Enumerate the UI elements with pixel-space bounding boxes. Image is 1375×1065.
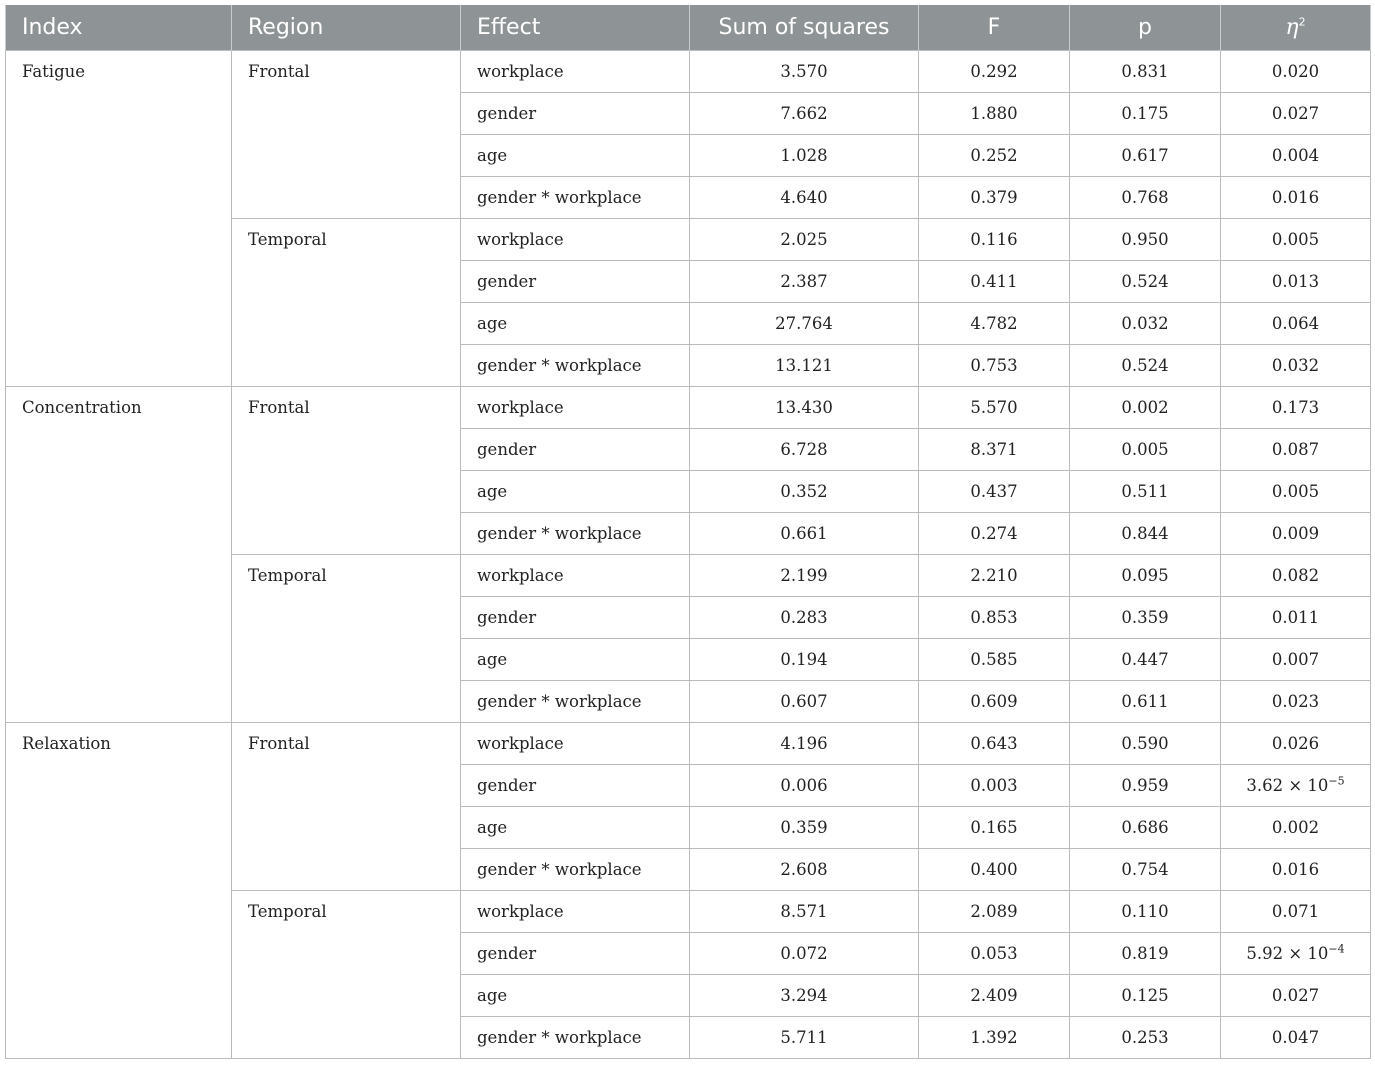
f-cell: 2.089: [919, 891, 1070, 933]
p-cell: 0.959: [1070, 765, 1221, 807]
effect-cell: gender: [461, 93, 690, 135]
sum-of-squares-cell: 0.072: [690, 933, 919, 975]
region-cell: Temporal: [232, 891, 461, 1059]
eta-value: 0.005: [1271, 482, 1320, 501]
sum-of-squares-cell: 2.199: [690, 555, 919, 597]
f-cell: 8.371: [919, 429, 1070, 471]
eta-squared-cell: [1221, 471, 1371, 513]
p-cell: 0.032: [1070, 303, 1221, 345]
effect-cell: gender * workplace: [461, 849, 690, 891]
header-region: Region: [232, 5, 461, 51]
eta-squared-cell: [1221, 765, 1371, 807]
sum-of-squares-cell: 0.359: [690, 807, 919, 849]
p-cell: 0.819: [1070, 933, 1221, 975]
f-cell: 0.274: [919, 513, 1070, 555]
header-effect: Effect: [461, 5, 690, 51]
p-cell: 0.511: [1070, 471, 1221, 513]
effect-cell: gender * workplace: [461, 681, 690, 723]
effect-cell: gender: [461, 261, 690, 303]
eta-squared-cell: [1221, 345, 1371, 387]
eta-value: 0.002: [1271, 818, 1320, 837]
f-cell: 0.853: [919, 597, 1070, 639]
index-cell: Relaxation: [6, 723, 232, 1059]
p-cell: 0.768: [1070, 177, 1221, 219]
eta-value: 0.027: [1271, 104, 1320, 123]
eta-value-exponent: −5: [1328, 774, 1345, 788]
f-cell: 4.782: [919, 303, 1070, 345]
eta-squared-cell: [1221, 93, 1371, 135]
effect-cell: age: [461, 471, 690, 513]
effect-cell: gender: [461, 933, 690, 975]
f-cell: 0.165: [919, 807, 1070, 849]
sum-of-squares-cell: 2.025: [690, 219, 919, 261]
sum-of-squares-cell: 0.661: [690, 513, 919, 555]
sum-of-squares-cell: 0.607: [690, 681, 919, 723]
p-cell: 0.002: [1070, 387, 1221, 429]
eta-value: 0.013: [1271, 272, 1320, 291]
eta-value: 0.027: [1271, 986, 1320, 1005]
f-cell: 0.437: [919, 471, 1070, 513]
sum-of-squares-cell: 6.728: [690, 429, 919, 471]
p-cell: 0.831: [1070, 51, 1221, 93]
eta-value: 0.071: [1271, 902, 1320, 921]
effect-cell: gender: [461, 597, 690, 639]
eta-value: 0.047: [1271, 1028, 1320, 1047]
eta-squared-cell: [1221, 219, 1371, 261]
p-cell: 0.110: [1070, 891, 1221, 933]
eta-squared-cell: [1221, 51, 1371, 93]
eta-value: 0.026: [1271, 734, 1320, 753]
region-cell: Temporal: [232, 219, 461, 387]
sum-of-squares-cell: 4.196: [690, 723, 919, 765]
f-cell: 0.252: [919, 135, 1070, 177]
eta-squared-cell: [1221, 849, 1371, 891]
sum-of-squares-cell: 0.194: [690, 639, 919, 681]
p-cell: 0.590: [1070, 723, 1221, 765]
sum-of-squares-cell: 2.387: [690, 261, 919, 303]
p-cell: 0.611: [1070, 681, 1221, 723]
eta-squared-cell: [1221, 723, 1371, 765]
header-row: [6, 5, 1371, 51]
eta-value: 0.173: [1271, 398, 1320, 417]
header-f: F: [919, 5, 1070, 51]
eta-squared-cell: [1221, 975, 1371, 1017]
f-cell: 0.116: [919, 219, 1070, 261]
p-cell: 0.095: [1070, 555, 1221, 597]
effect-cell: gender: [461, 765, 690, 807]
table-row: [6, 723, 1371, 765]
p-cell: 0.175: [1070, 93, 1221, 135]
eta-squared-cell: [1221, 597, 1371, 639]
region-cell: Frontal: [232, 387, 461, 555]
f-cell: 2.409: [919, 975, 1070, 1017]
p-cell: 0.359: [1070, 597, 1221, 639]
eta-squared-cell: [1221, 639, 1371, 681]
effect-cell: workplace: [461, 723, 690, 765]
sum-of-squares-cell: 0.352: [690, 471, 919, 513]
eta-value: 0.023: [1271, 692, 1320, 711]
effect-cell: age: [461, 303, 690, 345]
sum-of-squares-cell: 1.028: [690, 135, 919, 177]
effect-cell: gender * workplace: [461, 177, 690, 219]
sum-of-squares-cell: 8.571: [690, 891, 919, 933]
eta-value: 0.032: [1271, 356, 1320, 375]
eta-value: 0.004: [1271, 146, 1320, 165]
f-cell: 1.392: [919, 1017, 1070, 1059]
anova-table: [5, 5, 1371, 1059]
sum-of-squares-cell: 2.608: [690, 849, 919, 891]
f-cell: 0.400: [919, 849, 1070, 891]
eta-value: 0.005: [1271, 230, 1320, 249]
f-cell: 0.609: [919, 681, 1070, 723]
region-cell: Frontal: [232, 51, 461, 219]
eta-squared-cell: [1221, 429, 1371, 471]
effect-cell: age: [461, 975, 690, 1017]
f-cell: 0.292: [919, 51, 1070, 93]
table-row: [6, 51, 1371, 93]
table-body: [6, 51, 1371, 1059]
region-cell: Frontal: [232, 723, 461, 891]
p-cell: 0.125: [1070, 975, 1221, 1017]
f-cell: 0.585: [919, 639, 1070, 681]
eta-squared-cell: [1221, 261, 1371, 303]
eta-value: 0.082: [1271, 566, 1320, 585]
p-cell: 0.524: [1070, 261, 1221, 303]
eta-squared-cell: [1221, 891, 1371, 933]
effect-cell: workplace: [461, 555, 690, 597]
p-cell: 0.754: [1070, 849, 1221, 891]
f-cell: 0.643: [919, 723, 1070, 765]
p-cell: 0.950: [1070, 219, 1221, 261]
effect-cell: workplace: [461, 219, 690, 261]
p-cell: 0.447: [1070, 639, 1221, 681]
effect-cell: age: [461, 135, 690, 177]
effect-cell: workplace: [461, 891, 690, 933]
eta-squared-cell: [1221, 933, 1371, 975]
effect-cell: gender * workplace: [461, 1017, 690, 1059]
table-row: [6, 387, 1371, 429]
header-index: Index: [6, 5, 232, 51]
f-cell: 0.003: [919, 765, 1070, 807]
sum-of-squares-cell: 4.640: [690, 177, 919, 219]
eta-squared-cell: [1221, 513, 1371, 555]
effect-cell: gender: [461, 429, 690, 471]
eta-squared-cell: [1221, 177, 1371, 219]
f-cell: 0.379: [919, 177, 1070, 219]
eta-squared-cell: [1221, 1017, 1371, 1059]
eta-value: 0.009: [1271, 524, 1320, 543]
index-cell: Concentration: [6, 387, 232, 723]
f-cell: 0.053: [919, 933, 1070, 975]
eta-squared-cell: [1221, 555, 1371, 597]
effect-cell: age: [461, 639, 690, 681]
sum-of-squares-cell: 0.006: [690, 765, 919, 807]
eta-squared-cell: [1221, 807, 1371, 849]
eta-value: 5.92 × 10: [1246, 944, 1329, 963]
eta-squared-cell: [1221, 303, 1371, 345]
f-cell: 0.411: [919, 261, 1070, 303]
header-eta-squared: [1221, 5, 1371, 51]
eta-squared-cell: [1221, 135, 1371, 177]
p-cell: 0.844: [1070, 513, 1221, 555]
sum-of-squares-cell: 27.764: [690, 303, 919, 345]
eta-value: 0.016: [1271, 860, 1320, 879]
effect-cell: workplace: [461, 51, 690, 93]
effect-cell: gender * workplace: [461, 345, 690, 387]
header-sum-of-squares: Sum of squares: [690, 5, 919, 51]
f-cell: 0.753: [919, 345, 1070, 387]
eta-value: 0.016: [1271, 188, 1320, 207]
eta-value-exponent: −4: [1328, 942, 1345, 956]
f-cell: 2.210: [919, 555, 1070, 597]
eta-value: 3.62 × 10: [1246, 776, 1329, 795]
effect-cell: gender * workplace: [461, 513, 690, 555]
effect-cell: age: [461, 807, 690, 849]
sum-of-squares-cell: 13.430: [690, 387, 919, 429]
eta-value: 0.020: [1271, 62, 1320, 81]
sum-of-squares-cell: 13.121: [690, 345, 919, 387]
eta-value: 0.011: [1271, 608, 1320, 627]
sum-of-squares-cell: 0.283: [690, 597, 919, 639]
sum-of-squares-cell: 7.662: [690, 93, 919, 135]
eta-symbol: η: [1285, 15, 1299, 40]
eta-squared-cell: [1221, 387, 1371, 429]
index-cell: Fatigue: [6, 51, 232, 387]
p-cell: 0.005: [1070, 429, 1221, 471]
region-cell: Temporal: [232, 555, 461, 723]
effect-cell: workplace: [461, 387, 690, 429]
f-cell: 1.880: [919, 93, 1070, 135]
header-p: p: [1070, 5, 1221, 51]
p-cell: 0.253: [1070, 1017, 1221, 1059]
eta-value: 0.087: [1271, 440, 1320, 459]
sum-of-squares-cell: 3.294: [690, 975, 919, 1017]
p-cell: 0.524: [1070, 345, 1221, 387]
sum-of-squares-cell: 3.570: [690, 51, 919, 93]
eta-exponent: 2: [1298, 15, 1306, 29]
p-cell: 0.686: [1070, 807, 1221, 849]
eta-squared-cell: [1221, 681, 1371, 723]
eta-value: 0.064: [1271, 314, 1320, 333]
p-cell: 0.617: [1070, 135, 1221, 177]
f-cell: 5.570: [919, 387, 1070, 429]
eta-value: 0.007: [1271, 650, 1320, 669]
sum-of-squares-cell: 5.711: [690, 1017, 919, 1059]
